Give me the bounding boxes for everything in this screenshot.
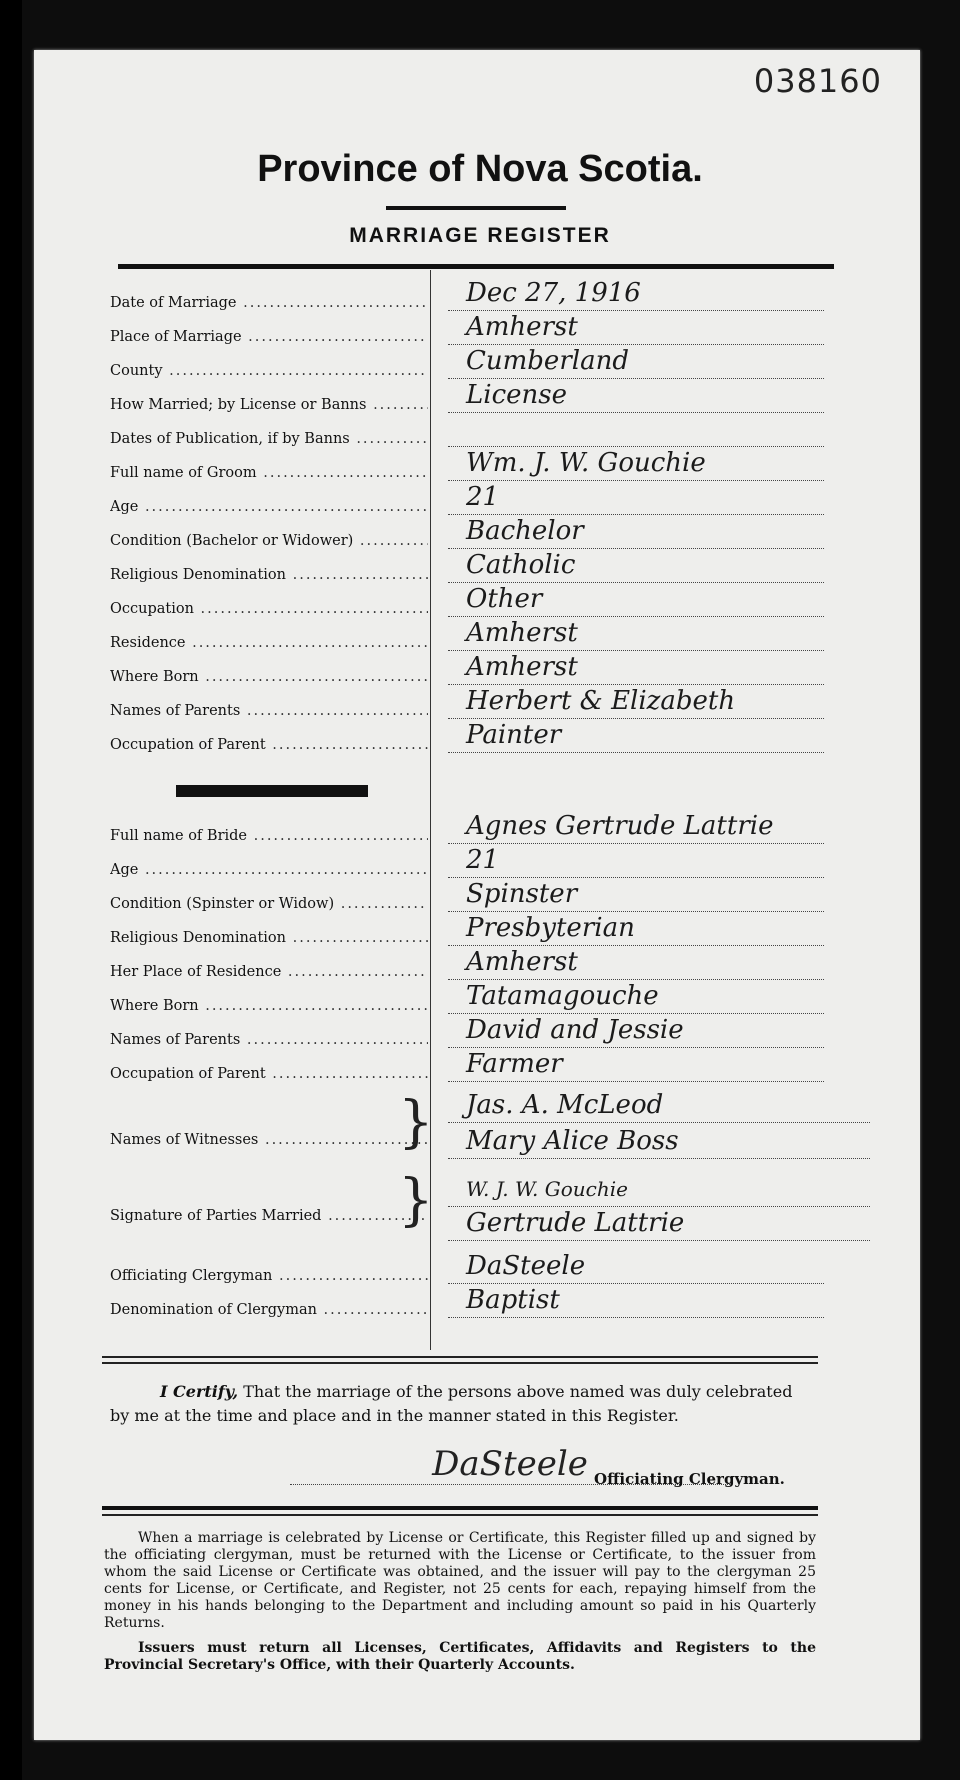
field-label: Occupation of Parent ..... bbox=[110, 1066, 428, 1082]
field-value: Cumberland bbox=[448, 344, 824, 379]
witness-name: Jas. A. McLeod bbox=[448, 1088, 870, 1123]
field-value: Amherst bbox=[448, 945, 824, 980]
field-row bbox=[100, 1015, 830, 1050]
field-row bbox=[100, 550, 830, 585]
brace-glyph: } bbox=[398, 1090, 434, 1155]
section-separator-bar bbox=[176, 785, 368, 797]
field-row bbox=[100, 618, 830, 653]
field-row bbox=[100, 380, 830, 415]
notice-text: Issuers must return all Licenses, Certificates, Affidavits and Registers to the Provincial Secretary's Office, with their Quarterly Accounts. bbox=[104, 1640, 816, 1673]
party-signature: Gertrude Lattrie bbox=[448, 1206, 870, 1241]
field-value: Amherst bbox=[448, 616, 824, 651]
field-label: Where Born ..... bbox=[110, 669, 428, 685]
field-row bbox=[100, 278, 830, 313]
field-row bbox=[100, 448, 830, 483]
field-label: Age ..... bbox=[110, 499, 428, 515]
field-row bbox=[100, 811, 830, 846]
header-rule bbox=[118, 264, 834, 269]
field-value: Dec 27, 1916 bbox=[448, 276, 824, 311]
field-label: Condition (Bachelor or Widower) ..... bbox=[110, 533, 428, 549]
certify-lead: I Certify, bbox=[160, 1382, 239, 1401]
field-value: Spinster bbox=[448, 877, 824, 912]
field-label: Full name of Bride ..... bbox=[110, 828, 428, 844]
field-value: Farmer bbox=[448, 1047, 824, 1082]
field-label: Full name of Groom ..... bbox=[110, 465, 428, 481]
certification-text bbox=[110, 1380, 816, 1428]
field-label: Denomination of Clergyman ..... bbox=[110, 1302, 428, 1318]
field-value: Other bbox=[448, 582, 824, 617]
field-value: Amherst bbox=[448, 650, 824, 685]
field-label: Residence ..... bbox=[110, 635, 428, 651]
field-label: Names of Parents ..... bbox=[110, 703, 428, 719]
field-label: Dates of Publication, if by Banns ..... bbox=[110, 431, 428, 447]
field-row bbox=[100, 981, 830, 1016]
title-rule bbox=[386, 206, 566, 210]
witness-name: Mary Alice Boss bbox=[448, 1124, 870, 1159]
instructions-text: When a marriage is celebrated by License or Certificate, this Register filled up and signed by the officiating clergyman, must be returned with the License or Certificate, to the issuer from whom the said License or Certificate was obtained, and the issuer will pay to the clergyman 25 cents for License, or Certificate, and Register, not 25 cents for each, repaying himself from the money in his hands belonging to the Department and including amount so paid in his Quarterly Returns. bbox=[104, 1530, 816, 1631]
field-label: Signature of Parties Married ..... bbox=[110, 1208, 428, 1224]
field-row bbox=[100, 516, 830, 551]
field-row bbox=[100, 346, 830, 381]
document-number: 038160 bbox=[753, 62, 882, 100]
page-subtitle: MARRIAGE REGISTER bbox=[349, 224, 611, 247]
certify-body: That the marriage of the persons above named was duly celebrated by me at the time and place and in the manner stated in this Register. bbox=[110, 1382, 793, 1425]
field-row bbox=[100, 686, 830, 721]
field-row bbox=[100, 1285, 830, 1320]
clergy-signature: DaSteele bbox=[290, 1444, 730, 1485]
field-label: Date of Marriage ..... bbox=[110, 295, 428, 311]
field-value: Presbyterian bbox=[448, 911, 824, 946]
field-value: Painter bbox=[448, 718, 824, 753]
field-row bbox=[100, 947, 830, 982]
field-label: County ..... bbox=[110, 363, 428, 379]
field-value: 21 bbox=[448, 480, 824, 515]
scan-edge bbox=[0, 0, 22, 1780]
field-row bbox=[100, 652, 830, 687]
field-label: Officiating Clergyman ..... bbox=[110, 1268, 428, 1284]
divider-line bbox=[102, 1514, 818, 1516]
field-label: How Married; by License or Banns ..... bbox=[110, 397, 428, 413]
field-row bbox=[100, 845, 830, 880]
field-label: Religious Denomination ..... bbox=[110, 930, 428, 946]
field-value: License bbox=[448, 378, 824, 413]
field-label: Occupation ..... bbox=[110, 601, 428, 617]
signature-caption: Officiating Clergyman. bbox=[594, 1470, 785, 1488]
field-row bbox=[100, 1049, 830, 1084]
field-value: Herbert & Elizabeth bbox=[448, 684, 824, 719]
field-value: Agnes Gertrude Lattrie bbox=[448, 809, 824, 844]
brace-glyph: } bbox=[398, 1168, 434, 1233]
field-label: Occupation of Parent ..... bbox=[110, 737, 428, 753]
field-row bbox=[100, 419, 830, 449]
field-label: Age ..... bbox=[110, 862, 428, 878]
field-value: Tatamagouche bbox=[448, 979, 824, 1014]
field-row bbox=[100, 482, 830, 517]
field-row bbox=[100, 312, 830, 347]
field-label: Her Place of Residence ..... bbox=[110, 964, 428, 980]
field-value: Bachelor bbox=[448, 514, 824, 549]
field-value: Baptist bbox=[448, 1283, 824, 1318]
party-signature: W. J. W. Gouchie bbox=[448, 1172, 870, 1207]
divider-line bbox=[102, 1356, 818, 1358]
field-label: Condition (Spinster or Widow) ..... bbox=[110, 896, 428, 912]
field-value: Wm. J. W. Gouchie bbox=[448, 446, 824, 481]
field-value: Amherst bbox=[448, 310, 824, 345]
divider-line bbox=[102, 1362, 818, 1364]
field-row bbox=[100, 584, 830, 619]
field-row bbox=[100, 879, 830, 914]
field-label: Place of Marriage ..... bbox=[110, 329, 428, 345]
field-value: 21 bbox=[448, 843, 824, 878]
field-value bbox=[448, 412, 824, 447]
field-value: David and Jessie bbox=[448, 1013, 824, 1048]
field-value: Catholic bbox=[448, 548, 824, 583]
divider-line bbox=[102, 1506, 818, 1510]
page-title: Province of Nova Scotia. bbox=[257, 148, 703, 190]
field-label: Names of Witnesses ..... bbox=[110, 1132, 428, 1148]
field-row bbox=[100, 720, 830, 755]
field-label: Religious Denomination ..... bbox=[110, 567, 428, 583]
field-label: Names of Parents ..... bbox=[110, 1032, 428, 1048]
field-row bbox=[100, 1251, 830, 1286]
field-value: DaSteele bbox=[448, 1249, 824, 1284]
field-label: Where Born ..... bbox=[110, 998, 428, 1014]
field-row bbox=[100, 913, 830, 948]
